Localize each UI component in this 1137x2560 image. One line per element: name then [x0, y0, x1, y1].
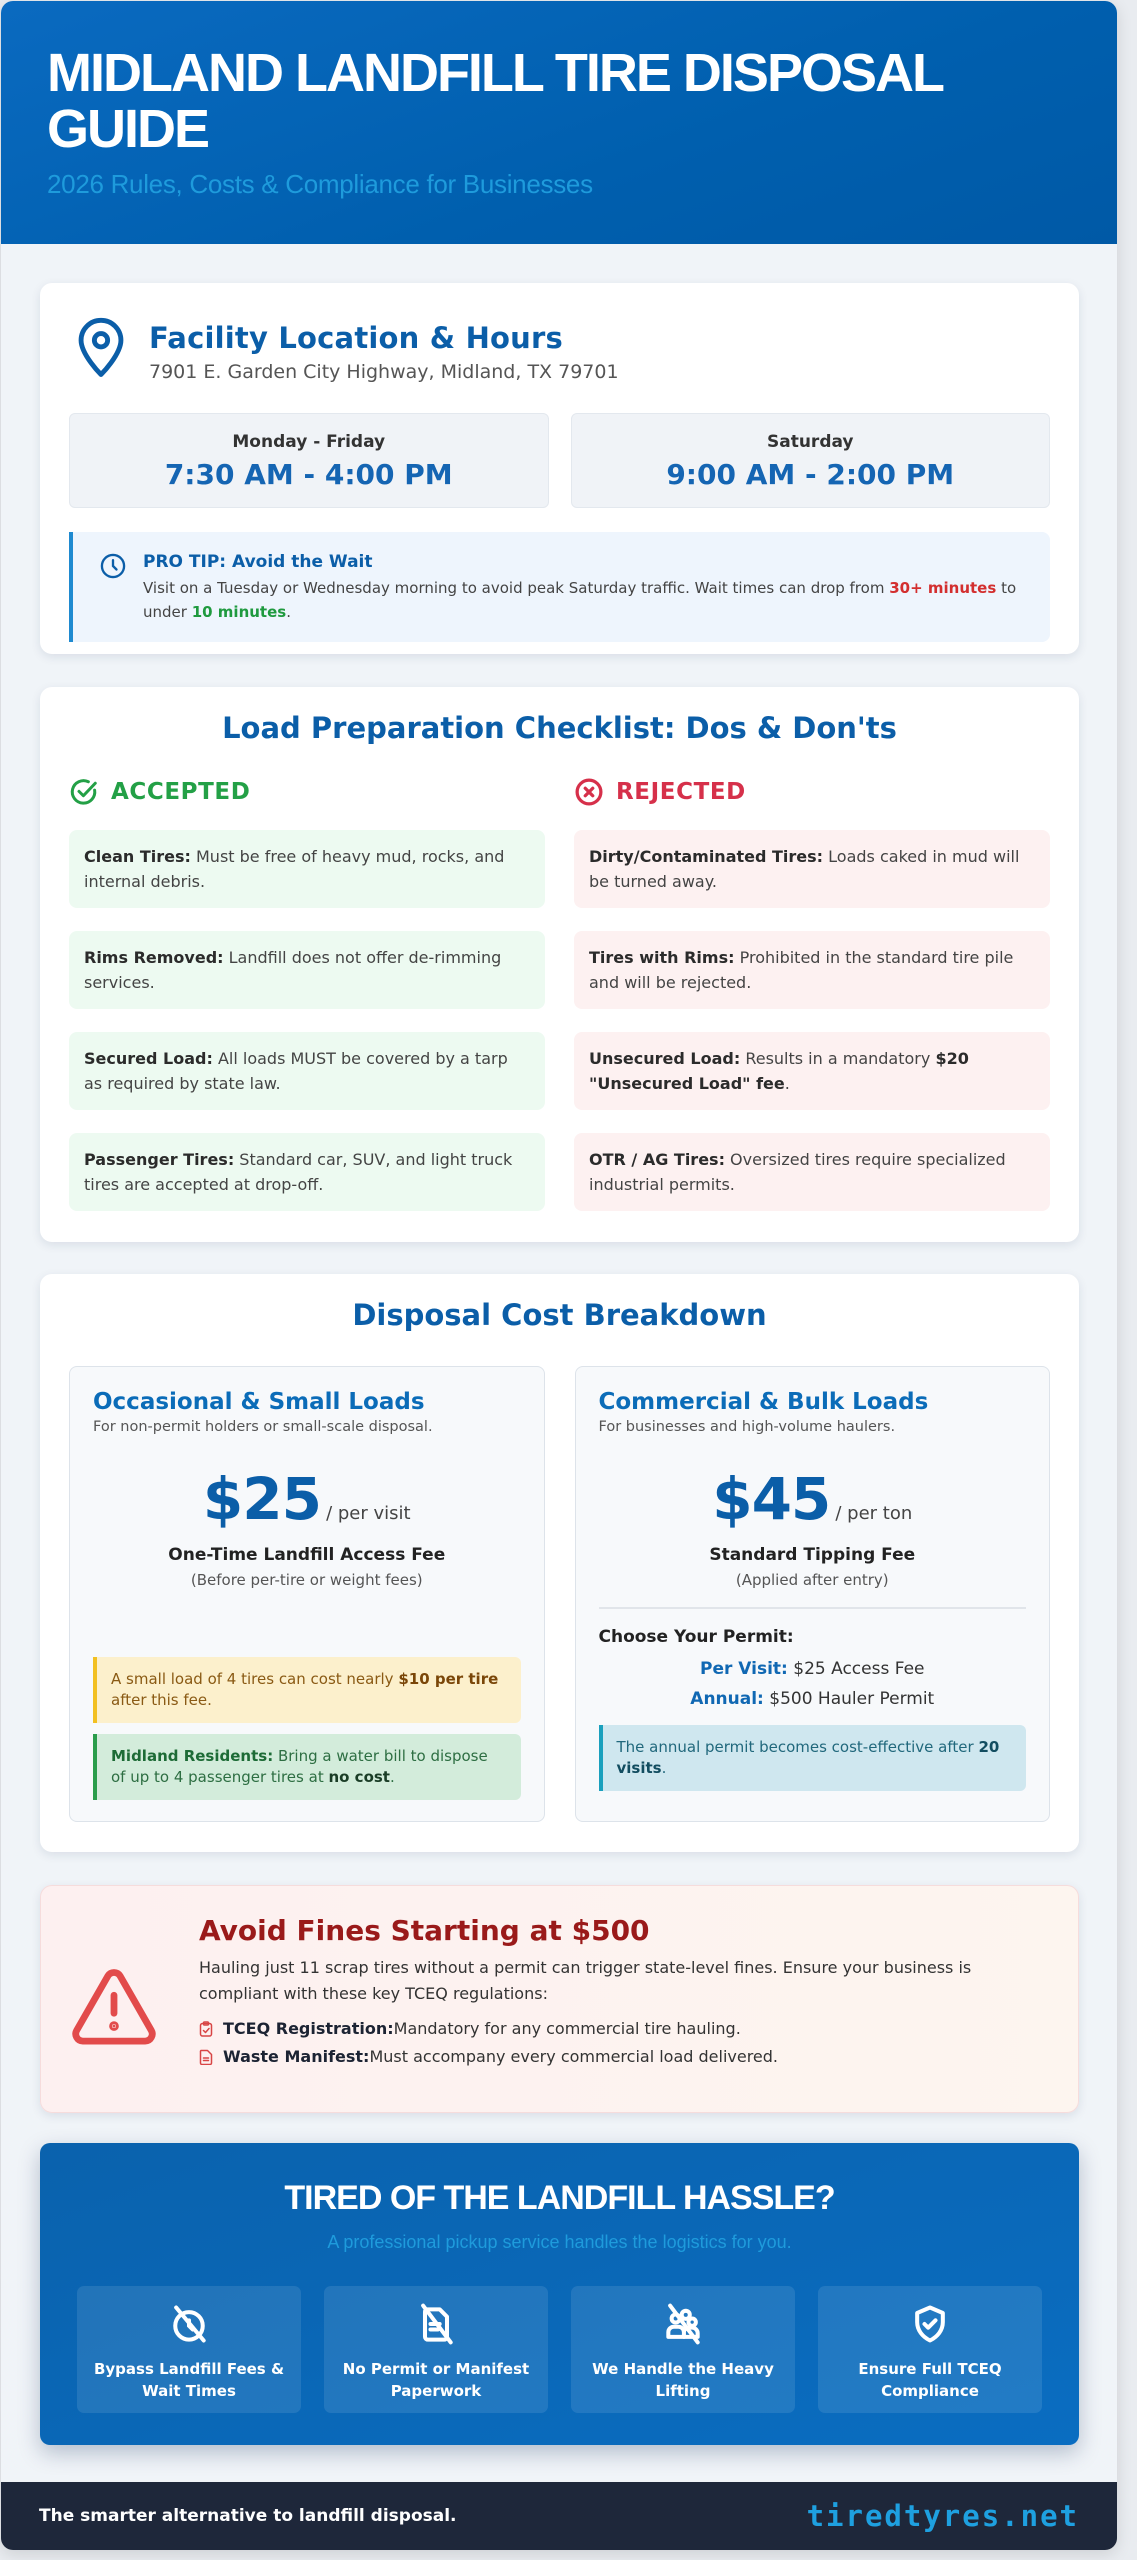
regulation-item: TCEQ Registration: Mandatory for any commercial tire hauling. [199, 2019, 1048, 2038]
no-clock-icon [167, 2302, 211, 2346]
divider [599, 1607, 1027, 1609]
rejected-item: Dirty/Contaminated Tires: Loads caked in mud will be turned away. [574, 830, 1050, 908]
footer [1, 2482, 1117, 2550]
pro-tip-text: Visit on a Tuesday or Wednesday morning to avoid peak Saturday traffic. Wait times can drop from 30+ minutes to under 10 minutes. [143, 579, 1017, 621]
infographic-page [1, 1, 1117, 2550]
accepted-item: Rims Removed: Landfill does not offer de-rimming services. [69, 931, 545, 1009]
footer-tagline: The smarter alternative to landfill disposal. [39, 2506, 457, 2526]
checklist-card [40, 687, 1079, 1242]
cta-subtitle: A professional pickup service handles the logistics for you. [327, 2232, 792, 2252]
location-card [40, 283, 1079, 654]
permit-heading: Choose Your Permit: [598, 1627, 794, 1647]
check-circle-icon [69, 777, 99, 807]
feature-heavy-lifting: We Handle the Heavy Lifting [571, 2286, 795, 2413]
map-pin-icon [73, 317, 129, 379]
permit-option: Annual: $500 Hauler Permit [690, 1689, 935, 1709]
resident-note: Midland Residents: Bring a water bill to dispose of up to 4 passenger tires at no cost. [93, 1734, 521, 1800]
highlight-wait-long: 30+ minutes [889, 579, 997, 597]
clipboard-check-icon [199, 2021, 213, 2037]
hours-time: 7:30 AM - 4:00 PM [164, 458, 453, 491]
fines-alert-card [40, 1885, 1079, 2113]
clock-icon [99, 552, 127, 580]
hero-header [1, 1, 1117, 244]
checklist-title: Load Preparation Checklist: Dos & Don'ts [222, 711, 897, 745]
permit-info-note: The annual permit becomes cost-effective after 20 visits. [599, 1725, 1027, 1791]
page-title: MIDLAND LANDFILL TIRE DISPOSAL GUIDE [47, 43, 942, 159]
no-document-icon [414, 2302, 458, 2346]
bulk-loads-desc: For businesses and high-volume haulers. [598, 1419, 896, 1435]
location-address: 7901 E. Garden City Highway, Midland, TX 79701 [149, 361, 619, 383]
warning-triangle-icon [71, 1966, 157, 2046]
fee-note: (Applied after entry) [735, 1571, 889, 1589]
cta-title: TIRED OF THE LANDFILL HASSLE? [284, 2179, 835, 2217]
accepted-item: Secured Load: All loads MUST be covered by a tarp as required by state law. [69, 1032, 545, 1110]
small-loads-desc: For non-permit holders or small-scale disposal. [93, 1419, 433, 1435]
feature-no-paperwork: No Permit or Manifest Paperwork [324, 2286, 548, 2413]
hours-saturday [571, 413, 1051, 508]
cost-card [40, 1274, 1079, 1852]
fee-name: Standard Tipping Fee [709, 1545, 916, 1565]
fee-name: One-Time Landfill Access Fee [168, 1545, 446, 1565]
brand-link[interactable]: tiredtyres.net [806, 2499, 1079, 2533]
fines-text: Hauling just 11 scrap tires without a permit can trigger state-level fines. Ensure your business is compliant with these key TCEQ regulations: [199, 1958, 972, 2003]
accepted-heading: ACCEPTED [69, 777, 545, 807]
rejected-item: Tires with Rims: Prohibited in the standard tire pile and will be rejected. [574, 931, 1050, 1009]
small-loads-panel [69, 1366, 545, 1822]
hours-day-label: Monday - Friday [232, 432, 386, 452]
no-people-icon [661, 2302, 705, 2346]
hours-time: 9:00 AM - 2:00 PM [666, 458, 955, 491]
fee-note: (Before per-tire or weight fees) [190, 1571, 423, 1589]
price-unit: / per ton [835, 1503, 913, 1524]
fines-title: Avoid Fines Starting at $500 [199, 1914, 650, 1947]
feature-tceq-compliance: Ensure Full TCEQ Compliance [818, 2286, 1042, 2413]
rejected-column [574, 777, 1050, 1211]
feature-bypass-fees: Bypass Landfill Fees & Wait Times [77, 2286, 301, 2413]
per-tire-warning: A small load of 4 tires can cost nearly $10 per tire after this fee. [93, 1657, 521, 1723]
pro-tip-title: PRO TIP: Avoid the Wait [143, 552, 373, 572]
hours-day-label: Saturday [766, 432, 854, 452]
highlight-wait-short: 10 minutes [191, 603, 287, 621]
hours-weekday [69, 413, 549, 508]
accepted-item: Passenger Tires: Standard car, SUV, and light truck tires are accepted at drop-off. [69, 1133, 545, 1211]
document-icon [199, 2049, 213, 2065]
bulk-loads-panel [575, 1366, 1051, 1822]
bulk-loads-title: Commercial & Bulk Loads [598, 1389, 929, 1415]
pickup-cta-banner [40, 2143, 1079, 2445]
accepted-column [69, 777, 545, 1211]
small-loads-title: Occasional & Small Loads [93, 1389, 425, 1415]
rejected-item: Unsecured Load: Results in a mandatory $20 "Unsecured Load" fee. [574, 1032, 1050, 1110]
price-unit: / per visit [326, 1503, 411, 1524]
regulation-item: Waste Manifest: Must accompany every commercial load delivered. [199, 2047, 1048, 2066]
bulk-loads-price: $45 [712, 1465, 831, 1533]
x-circle-icon [574, 777, 604, 807]
pro-tip-callout [69, 532, 1050, 642]
cost-title: Disposal Cost Breakdown [352, 1298, 767, 1332]
page-subtitle: 2026 Rules, Costs & Compliance for Businesses [47, 169, 593, 199]
rejected-heading: REJECTED [574, 777, 1050, 807]
accepted-item: Clean Tires: Must be free of heavy mud, rocks, and internal debris. [69, 830, 545, 908]
rejected-item: OTR / AG Tires: Oversized tires require specialized industrial permits. [574, 1133, 1050, 1211]
location-title: Facility Location & Hours [149, 321, 563, 355]
shield-check-icon [908, 2302, 952, 2346]
hours-grid [69, 413, 1050, 508]
small-loads-price: $25 [202, 1465, 321, 1533]
permit-option: Per Visit: $25 Access Fee [700, 1659, 925, 1679]
